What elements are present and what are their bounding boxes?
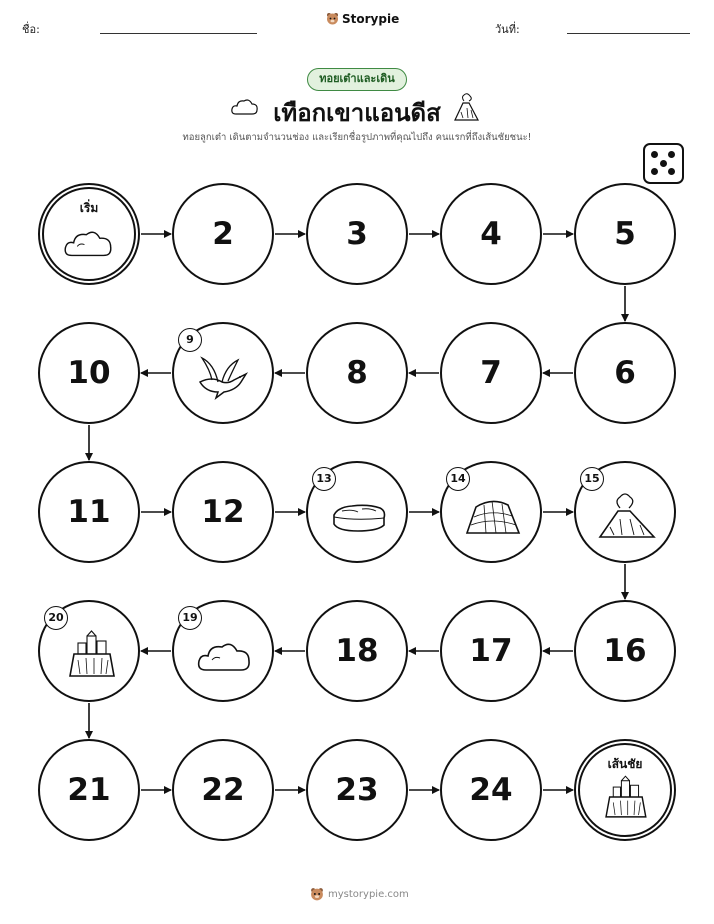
- board-space-23[interactable]: [306, 739, 408, 841]
- board-space-16[interactable]: [574, 600, 676, 702]
- cliff-town-icon: [597, 775, 653, 819]
- space-number-badge: 13: [312, 467, 336, 491]
- space-number: 11: [67, 494, 111, 530]
- board-space-4[interactable]: [440, 183, 542, 285]
- board-space-13[interactable]: [306, 461, 408, 563]
- footer: [310, 887, 409, 902]
- space-number: 3: [346, 216, 368, 252]
- space-number-badge: 19: [178, 606, 202, 630]
- board-space-12[interactable]: [172, 461, 274, 563]
- board-space-5[interactable]: [574, 183, 676, 285]
- board-space-24[interactable]: [440, 739, 542, 841]
- space-number: 22: [201, 772, 245, 808]
- name-label: ชื่อ:: [22, 23, 40, 36]
- rock-layers-icon: [462, 489, 524, 541]
- finish-space[interactable]: [574, 739, 676, 841]
- footer-url[interactable]: mystorypie.com: [328, 889, 409, 900]
- board-space-10[interactable]: [38, 322, 140, 424]
- finish-label: เส้นชัย: [607, 757, 643, 771]
- board-space-6[interactable]: [574, 322, 676, 424]
- space-number: 6: [614, 355, 636, 391]
- board-space-11[interactable]: [38, 461, 140, 563]
- cliff-town-icon: [60, 628, 122, 680]
- board-space-14[interactable]: [440, 461, 542, 563]
- game-type-badge: ทอยเต๋าและเดิน: [307, 68, 407, 91]
- date-label: วันที่:: [495, 23, 520, 36]
- board-space-21[interactable]: [38, 739, 140, 841]
- space-number: 5: [614, 216, 636, 252]
- space-number: 17: [469, 633, 513, 669]
- board-space-17[interactable]: [440, 600, 542, 702]
- volcano-icon: [596, 489, 658, 541]
- space-number: 2: [212, 216, 234, 252]
- space-number: 21: [67, 772, 111, 808]
- space-number: 10: [67, 355, 111, 391]
- board-space-3[interactable]: [306, 183, 408, 285]
- space-number-badge: 15: [580, 467, 604, 491]
- start-label: เริ่ม: [79, 201, 99, 215]
- start-space[interactable]: [38, 183, 140, 285]
- board-space-19[interactable]: [172, 600, 274, 702]
- storypie-mascot-icon: [310, 887, 324, 902]
- board-space-7[interactable]: [440, 322, 542, 424]
- space-number: 12: [201, 494, 245, 530]
- space-number: 23: [335, 772, 379, 808]
- board-space-9[interactable]: [172, 322, 274, 424]
- board-space-22[interactable]: [172, 739, 274, 841]
- board-space-15[interactable]: [574, 461, 676, 563]
- bird-icon: [194, 350, 256, 402]
- space-number-badge: 9: [178, 328, 202, 352]
- space-number: 8: [346, 355, 368, 391]
- space-number: 7: [480, 355, 502, 391]
- space-number: 18: [335, 633, 379, 669]
- cloud-icon: [61, 219, 117, 263]
- board-space-20[interactable]: [38, 600, 140, 702]
- board-space-8[interactable]: [306, 322, 408, 424]
- page-title: เทือกเขาแอนดีส: [273, 99, 441, 127]
- space-number: 16: [603, 633, 647, 669]
- board-space-2[interactable]: [172, 183, 274, 285]
- space-number-badge: 14: [446, 467, 470, 491]
- instructions: ทอยลูกเต๋า เดินตามจำนวนช่อง และเรียกชื่อรูปภาพที่คุณไปถึง คนแรกที่ถึงเส้นชัยชนะ!: [182, 132, 532, 143]
- board-space-18[interactable]: [306, 600, 408, 702]
- space-number-badge: 20: [44, 606, 68, 630]
- brand-name: Storypie: [342, 12, 400, 26]
- space-number: 24: [469, 772, 513, 808]
- plateau-icon: [328, 489, 390, 541]
- space-number: 4: [480, 216, 502, 252]
- cloud-icon: [194, 628, 256, 680]
